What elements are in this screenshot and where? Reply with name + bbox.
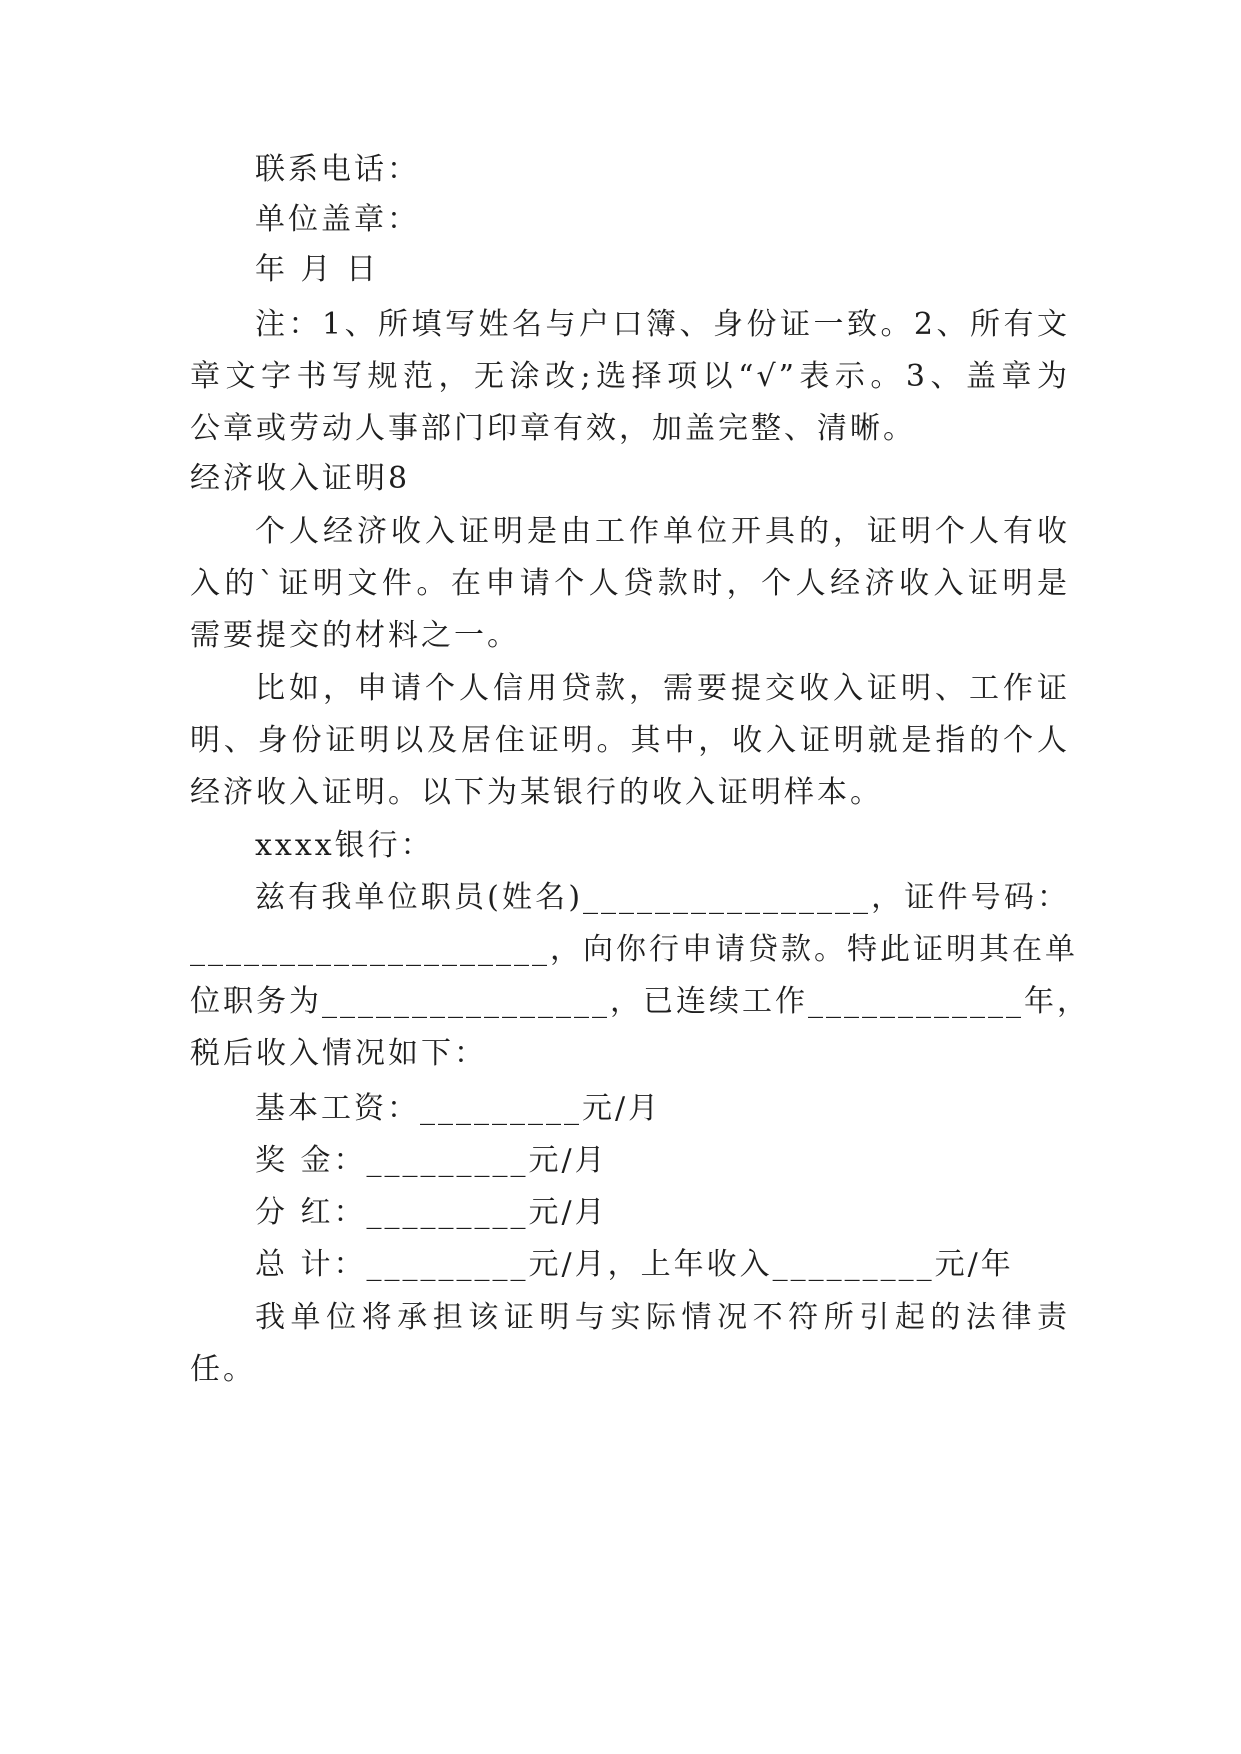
paragraph-2-line-2: 明、身份证明以及居住证明。其中，收入证明就是指的个人 [190,723,1070,758]
paragraph-3-line-2: ____________________，向你行申请贷款。特此证明其在单 [190,932,1078,967]
contact-phone-line: 联系电话： [255,152,420,187]
paragraph-4-line-2: 任。 [190,1352,256,1387]
total-line: 总 计：_________元/月，上年收入_________元/年 [255,1247,1014,1282]
note-line-1: 注：1、所填写姓名与户口簿、身份证一致。2、所有文 [255,307,1070,342]
bonus-line: 奖 金：_________元/月 [255,1143,608,1178]
paragraph-4-line-1: 我单位将承担该证明与实际情况不符所引起的法律责 [255,1300,1070,1335]
note-line-3: 公章或劳动人事部门印章有效，加盖完整、清晰。 [190,411,916,446]
paragraph-3-line-1: 兹有我单位职员(姓名)________________，证件号码： [255,880,1070,915]
paragraph-1-line-2: 入的`证明文件。在申请个人贷款时，个人经济收入证明是 [190,566,1070,601]
section-title: 经济收入证明8 [190,461,411,496]
unit-seal-line: 单位盖章： [255,202,420,237]
paragraph-1-line-1: 个人经济收入证明是由工作单位开具的，证明个人有收 [255,514,1070,549]
note-line-2: 章文字书写规范，无涂改;选择项以“√”表示。3、盖章为 [190,359,1070,394]
dividend-line: 分 红：_________元/月 [255,1195,608,1230]
paragraph-3-line-4: 税后收入情况如下： [190,1036,487,1071]
paragraph-1-line-3: 需要提交的材料之一。 [190,618,520,653]
paragraph-2-line-1: 比如，申请个人信用贷款，需要提交收入证明、工作证 [255,671,1070,706]
bank-salutation: xxxx银行： [255,828,434,863]
paragraph-3-line-3: 位职务为________________，已连续工作____________年， [190,984,1090,1019]
basic-salary-line: 基本工资：_________元/月 [255,1091,662,1126]
date-line: 年 月 日 [255,252,380,287]
paragraph-2-line-3: 经济收入证明。以下为某银行的收入证明样本。 [190,775,883,810]
